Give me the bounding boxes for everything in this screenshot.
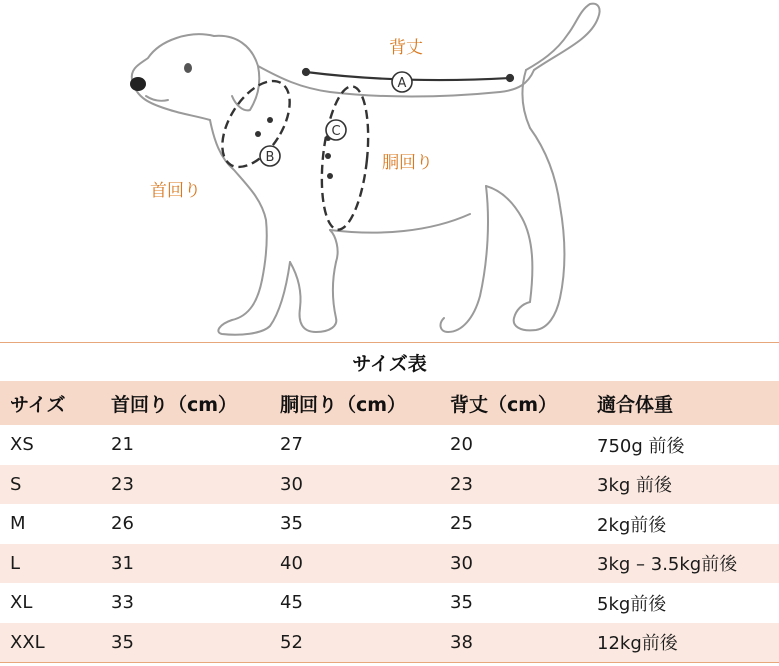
cell-neck-girth: 21 — [111, 434, 134, 456]
table-row — [0, 623, 779, 663]
cell-neck-girth: 33 — [111, 592, 134, 614]
chest-girth-label: 胴回り — [382, 153, 433, 173]
size-chart-table — [0, 381, 779, 663]
cell-chest-girth: 27 — [280, 434, 303, 456]
table-row — [0, 465, 779, 505]
cell-weight: 5kg前後 — [597, 593, 667, 615]
size-chart-title: サイズ表 — [0, 342, 779, 381]
cell-neck-girth: 26 — [111, 513, 134, 535]
cell-size: XL — [10, 592, 33, 614]
back-length-label: 背丈 — [389, 38, 423, 58]
marker-b — [260, 146, 280, 166]
dog-head-outline — [132, 34, 214, 120]
header-weight: 適合体重 — [597, 393, 674, 416]
table-row — [0, 425, 779, 465]
table-row — [0, 583, 779, 623]
cell-chest-girth: 35 — [280, 513, 303, 535]
cell-neck-girth: 23 — [111, 473, 134, 495]
header-chest-girth: 胴回り（cm） — [280, 393, 407, 416]
table-row — [0, 544, 779, 584]
neck-girth-label: 首回り — [150, 181, 201, 201]
cell-back-length: 30 — [450, 552, 473, 574]
dog-chest-outline — [210, 120, 267, 280]
header-size: サイズ — [10, 393, 66, 416]
dog-tail-outline — [526, 4, 600, 70]
cell-neck-girth: 31 — [111, 552, 134, 574]
dog-front-leg-outline — [218, 262, 290, 335]
dog-eye — [184, 63, 192, 73]
chest-girth-measure — [316, 84, 375, 232]
cell-size: XS — [10, 434, 34, 456]
cell-back-length: 23 — [450, 473, 473, 495]
svg-text:B: B — [265, 150, 275, 165]
cell-back-length: 38 — [450, 631, 473, 653]
cell-size: L — [10, 552, 21, 574]
cell-neck-girth: 35 — [111, 631, 134, 653]
table-header-row — [0, 381, 779, 425]
cell-weight: 750g 前後 — [597, 435, 685, 457]
cell-size: S — [10, 473, 22, 495]
cell-back-length: 20 — [450, 434, 473, 456]
cell-weight: 3kg – 3.5kg前後 — [597, 554, 738, 576]
cell-back-length: 25 — [450, 513, 473, 535]
dog-nose — [130, 77, 146, 91]
svg-text:C: C — [331, 124, 341, 139]
dog-ear-outline — [214, 36, 259, 111]
cell-size: XXL — [10, 631, 45, 653]
svg-text:A: A — [397, 76, 407, 91]
cell-chest-girth: 45 — [280, 592, 303, 614]
cell-weight: 12kg前後 — [597, 633, 678, 654]
header-back-length: 背丈（cm） — [450, 393, 558, 416]
cell-weight: 3kg 前後 — [597, 475, 673, 497]
neck-girth-measure — [209, 70, 304, 179]
cell-chest-girth: 40 — [280, 552, 303, 574]
dog-rear-leg-outline — [514, 128, 565, 330]
cell-chest-girth: 30 — [280, 473, 303, 495]
header-neck-girth: 首回り（cm） — [111, 393, 238, 416]
cell-size: M — [10, 513, 26, 535]
cell-weight: 2kg前後 — [597, 514, 667, 536]
marker-c — [326, 120, 346, 140]
cell-back-length: 35 — [450, 592, 473, 614]
cell-chest-girth: 52 — [280, 631, 303, 653]
marker-a — [392, 72, 412, 92]
table-row — [0, 504, 779, 544]
